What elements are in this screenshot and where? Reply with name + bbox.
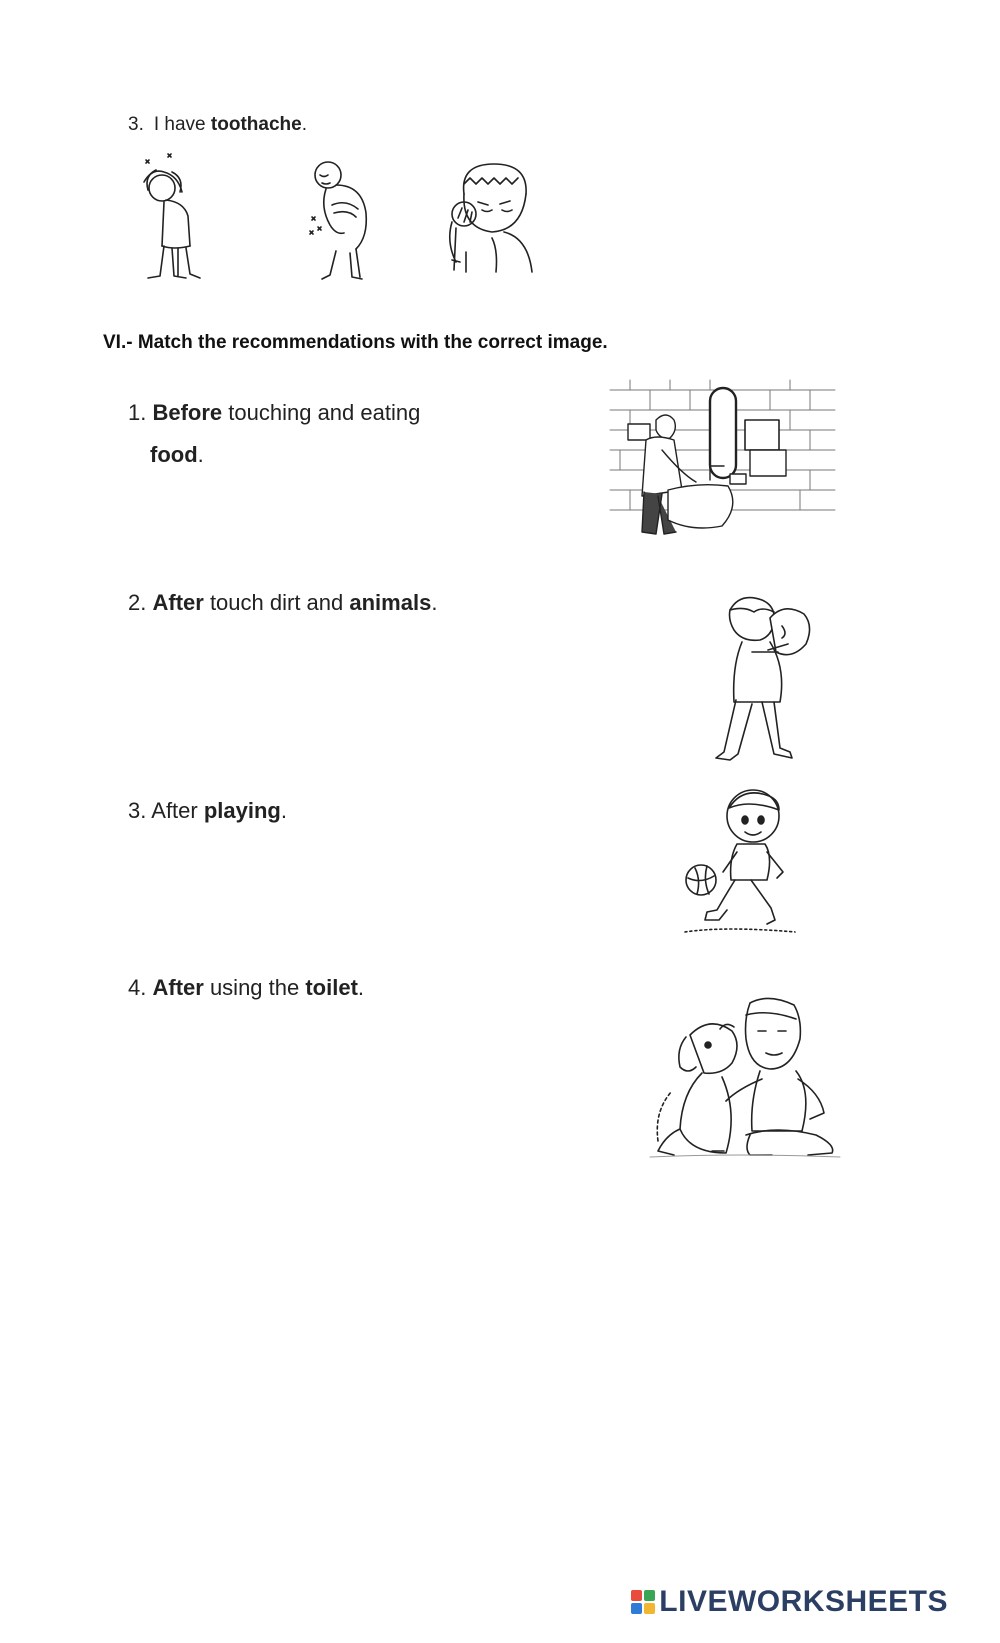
washing-hands-scene bbox=[610, 380, 835, 540]
section-title: VI.- Match the recommendations with the correct image. bbox=[103, 332, 608, 353]
item-keyword-2: animals bbox=[349, 590, 432, 615]
boy-eating-apple bbox=[718, 592, 818, 770]
item-number: 3. bbox=[128, 798, 147, 823]
item-keyword: After bbox=[152, 590, 204, 615]
headache-figure bbox=[132, 152, 222, 284]
question-3 bbox=[128, 114, 307, 136]
question-keyword: toothache bbox=[210, 114, 302, 135]
item-suffix: . bbox=[197, 442, 204, 467]
item-text: using the bbox=[203, 975, 306, 1000]
item-suffix: . bbox=[280, 798, 287, 823]
boy-petting-dog bbox=[650, 995, 840, 1161]
recommendation-2 bbox=[128, 590, 437, 616]
item-keyword: Before bbox=[152, 400, 223, 425]
item-keyword-2: food bbox=[150, 442, 198, 467]
boy-kicking-ball bbox=[685, 786, 810, 936]
liveworksheets-logo bbox=[631, 1585, 948, 1619]
recommendation-3 bbox=[128, 798, 287, 824]
item-suffix: . bbox=[431, 590, 438, 615]
toothache-figure bbox=[442, 162, 538, 276]
stomachache-figure bbox=[300, 155, 392, 285]
question-suffix: . bbox=[301, 114, 307, 135]
item-number: 1. bbox=[128, 400, 147, 425]
brand-name: LIVEWORKSHEETS bbox=[659, 1585, 948, 1618]
question-prefix: I have bbox=[153, 114, 206, 135]
question-number: 3. bbox=[128, 114, 144, 135]
item-suffix: . bbox=[357, 975, 365, 1000]
item-text: touch dirt and bbox=[203, 590, 350, 615]
item-keyword-2: toilet bbox=[305, 975, 358, 1000]
recommendation-1 bbox=[128, 392, 488, 476]
item-keyword: playing bbox=[203, 798, 281, 823]
item-number: 2. bbox=[128, 590, 147, 615]
item-text: touching and eating bbox=[222, 400, 421, 425]
recommendation-4 bbox=[128, 975, 364, 1001]
logo-mark-icon bbox=[631, 1590, 655, 1614]
item-keyword: After bbox=[152, 975, 204, 1000]
item-text: After bbox=[151, 798, 204, 823]
item-number: 4. bbox=[128, 975, 147, 1000]
